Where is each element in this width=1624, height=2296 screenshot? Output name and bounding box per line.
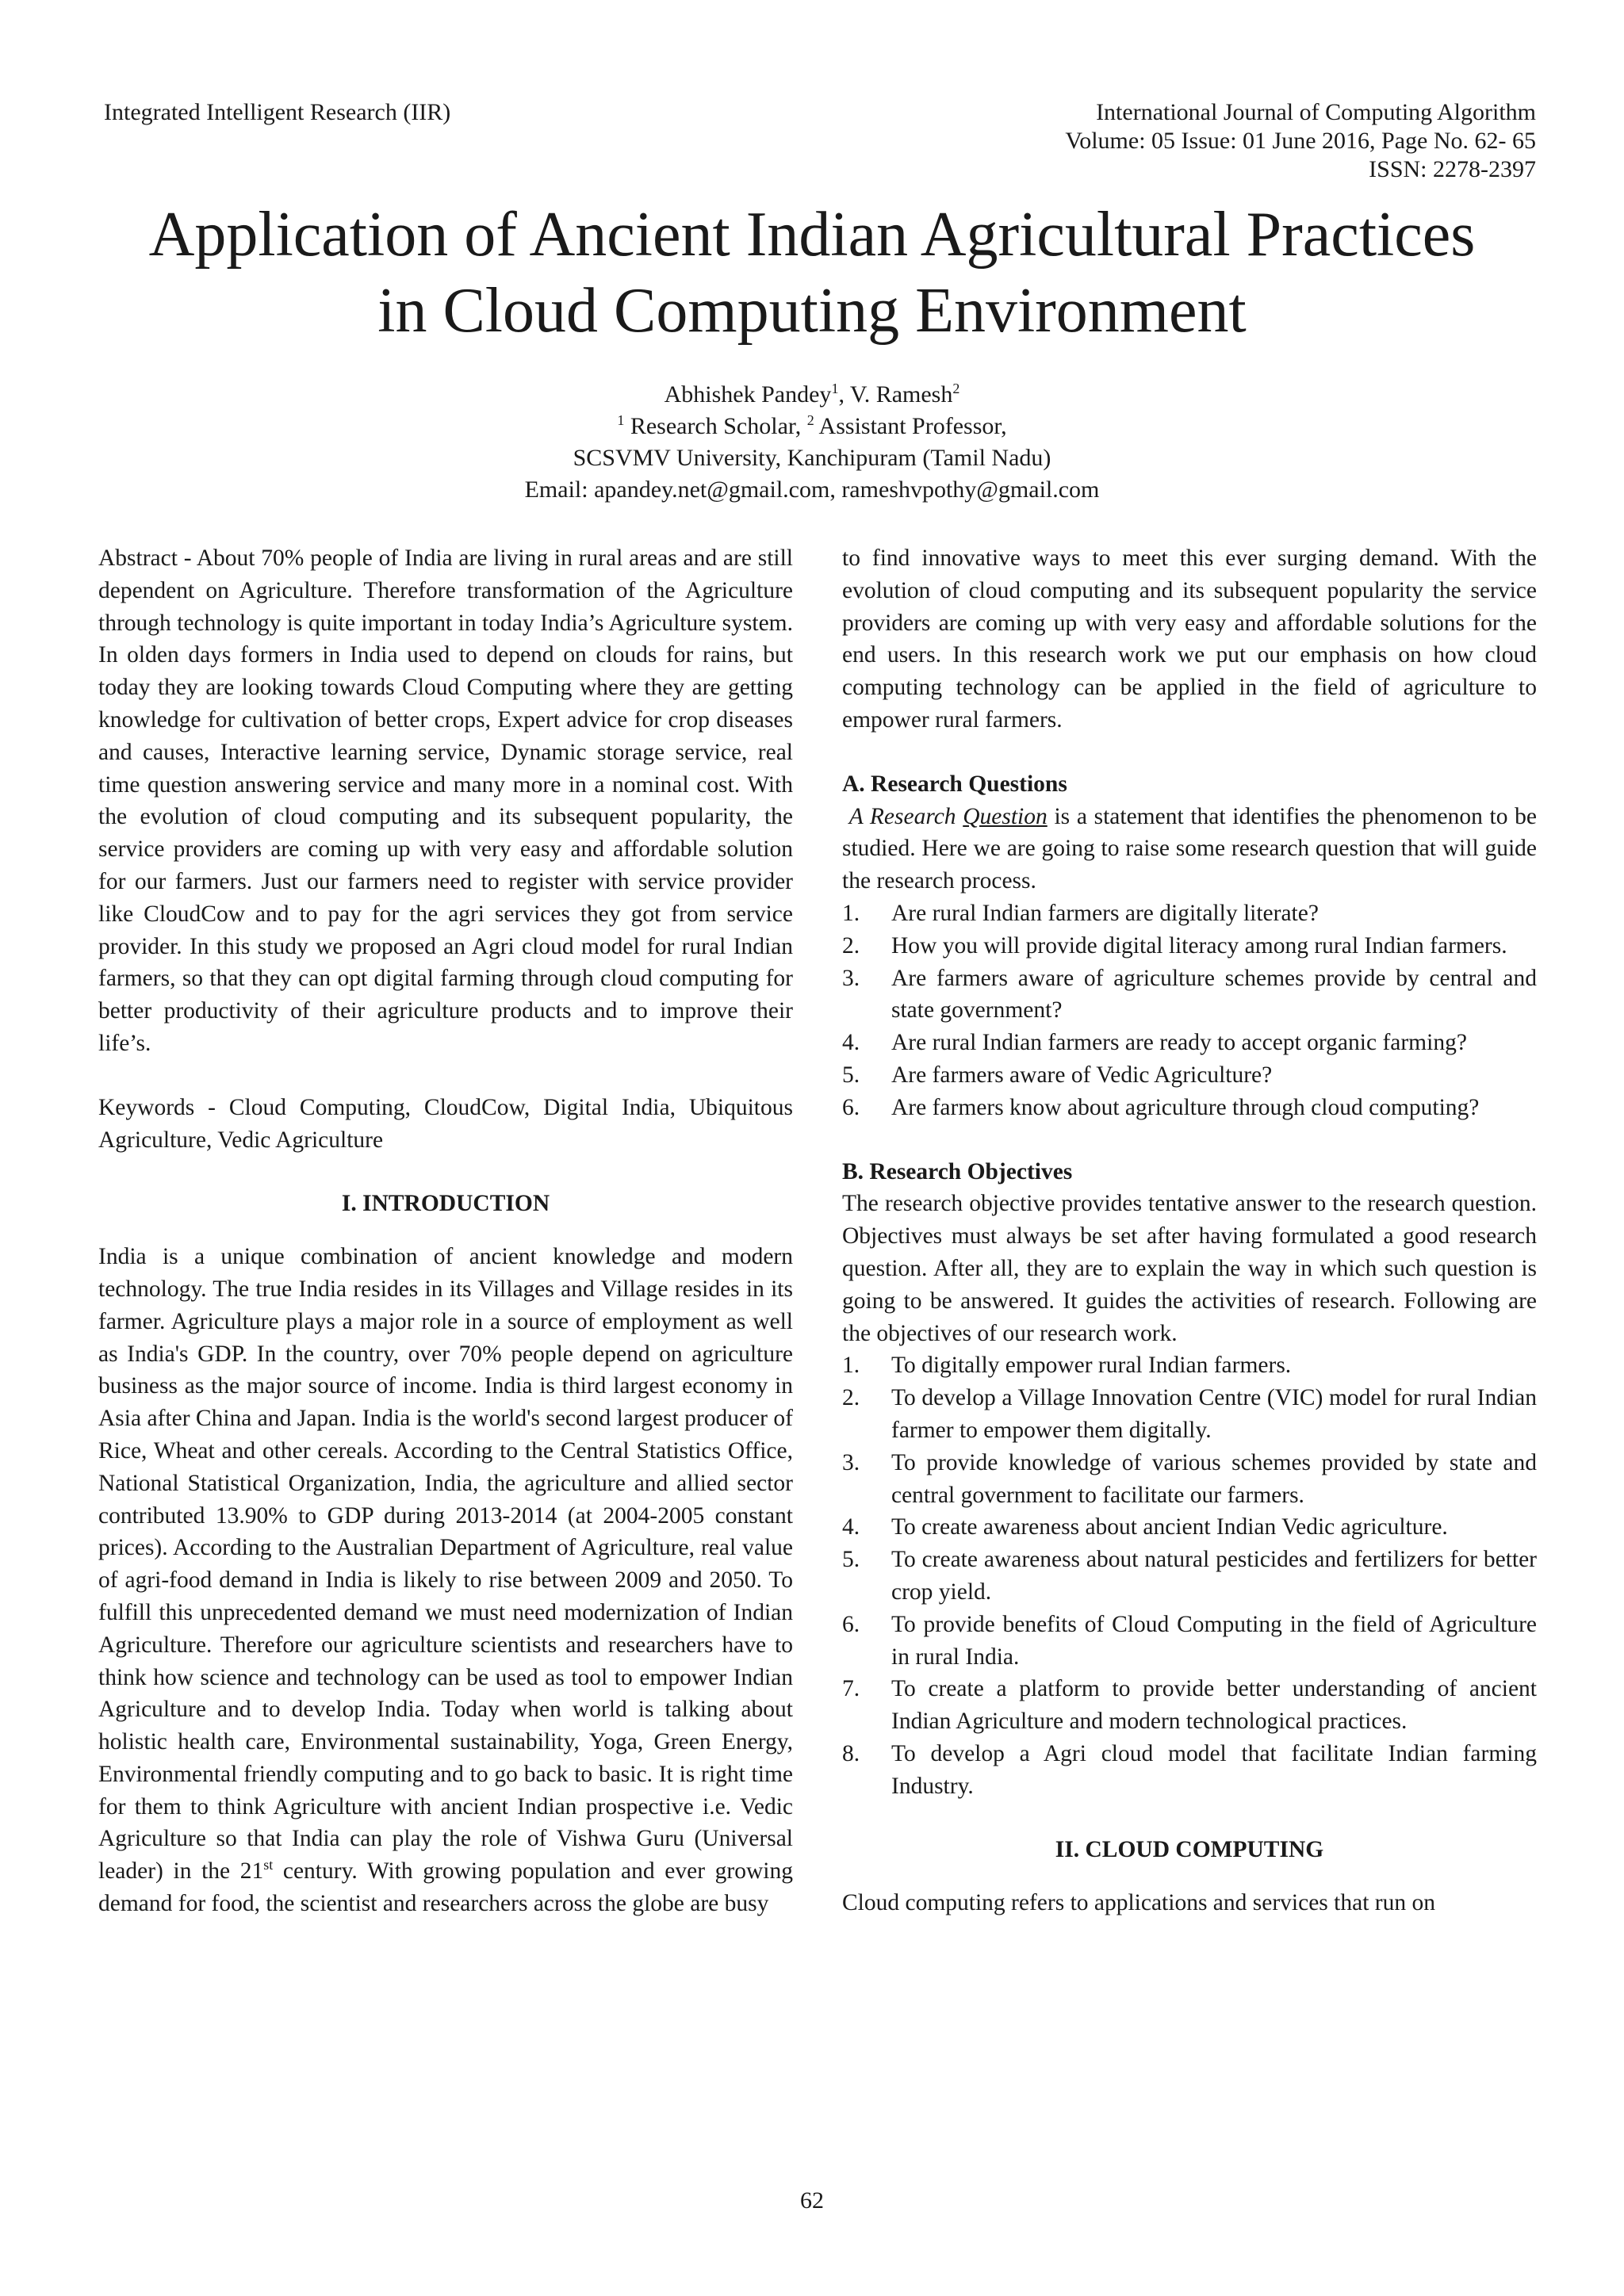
keywords-text: Cloud Computing, CloudCow, Digital India, Ubiquitous Agriculture, Vedic Agriculture — [98, 1094, 793, 1153]
list-item-number: 2. — [842, 1385, 860, 1411]
keywords — [98, 1092, 793, 1157]
paper-title — [79, 197, 1545, 349]
research-questions-list — [842, 897, 1537, 1124]
list-item-number: 5. — [842, 1547, 860, 1573]
list-item-text: To provide knowledge of various schemes provided by state and central government to facilitate our farmers. — [891, 1449, 1537, 1508]
list-item-number: 2. — [842, 932, 860, 959]
list-item — [842, 1673, 1537, 1738]
research-questions-intro — [842, 801, 1537, 897]
list-item-number: 4. — [842, 1514, 860, 1540]
list-item-text: To provide benefits of Cloud Computing in the field of Agriculture in rural India. — [891, 1611, 1537, 1670]
author-2-sup: 2 — [952, 381, 960, 396]
list-item-number: 3. — [842, 965, 860, 991]
list-item-text: To develop a Agri cloud model that facilitate Indian farming Industry. — [891, 1740, 1537, 1799]
rq-intro-rest: is a statement that identifies the phenomenon to be studied. Here we are going to raise some research question that will guide the research process. — [842, 803, 1538, 894]
affiliation-sup-2: 2 — [806, 412, 814, 428]
author-email: Email: apandey.net@gmail.com, rameshvpothy@gmail.com — [524, 476, 1100, 503]
list-item — [842, 1059, 1537, 1092]
list-item — [842, 1382, 1537, 1447]
list-item-text: To create awareness about natural pesticides and fertilizers for better crop yield. — [891, 1547, 1537, 1605]
author-1: Abhishek Pandey — [664, 381, 832, 408]
affiliation-role-1: Research Scholar, — [624, 413, 807, 439]
list-item — [842, 962, 1537, 1027]
list-item-text: Are farmers aware of Vedic Agriculture? — [891, 1062, 1273, 1088]
list-item — [842, 1092, 1537, 1124]
volume-info: Volume: 05 Issue: 01 June 2016, Page No. 62- 65 — [1065, 128, 1536, 154]
list-item-number: 4. — [842, 1030, 860, 1056]
section-heading-cloud-computing: II. CLOUD COMPUTING — [1055, 1837, 1324, 1863]
abstract-text: About 70% people of India are living in rural areas and are still dependent on Agriculture. Therefore transformation of the Agriculture through technology is quite important in today India’s Agriculture system. In olden days formers in India used to depend on clouds for rains, but today they are looking towards Cloud Computing where they are getting knowledge for cultivation of better crops, Expert advice for crop diseases and causes, Interactive learning service, Dynamic storage service, real time question answering service and many more in a nominal cost. With the evolution of cloud computing and its subsequent popularity, the service providers are coming up with very easy and affordable solution for our farmers. Just our farmers need to register with service provider like CloudCow and to pay for the agri services they got from service provider. In this study we proposed an Agri cloud model for rural Indian farmers, so that they can opt digital farming through cloud computing for better productivity of their agriculture products and to improve their life’s. — [98, 545, 793, 1056]
section-heading-introduction: I. INTRODUCTION — [341, 1191, 550, 1217]
list-item-text: To create a platform to provide better understanding of ancient Indian Agriculture and modern technological practices. — [891, 1676, 1537, 1735]
list-item — [842, 1738, 1537, 1803]
subsection-heading-research-objectives: B. Research Objectives — [842, 1158, 1073, 1184]
affiliation-sup-1: 1 — [617, 412, 625, 428]
list-item-number: 3. — [842, 1449, 860, 1475]
author-separator: , — [838, 381, 850, 408]
intro-sup: st — [263, 1857, 274, 1873]
list-item-text: Are rural Indian farmers are ready to accept organic farming? — [891, 1030, 1467, 1056]
intro-paragraph-continued: to find innovative ways to meet this ever surging demand. With the evolution of cloud computing and its subsequent popularity the service providers are coming up with very easy and affordable solutions for the end users. In this research work we put our emphasis on how cloud computing technology can be applied in the field of agriculture to empower rural farmers. — [842, 545, 1537, 733]
list-item — [842, 1544, 1537, 1609]
research-objectives-intro: The research objective provides tentative answer to the research question. Objectives must always be set after having formulated a good research question. After all, they are to explain the way in which such question is going to be answered. It guides the activities of research. Following are the objectives of our research work. — [842, 1191, 1537, 1346]
list-item-text: Are farmers know about agriculture through cloud computing? — [891, 1094, 1480, 1120]
right-column — [842, 542, 1537, 1919]
title-line-1: Application of Ancient Indian Agricultural Practices — [148, 200, 1476, 270]
running-header-right — [822, 98, 1536, 184]
author-names — [238, 379, 1386, 411]
author-1-sup: 1 — [831, 381, 839, 396]
list-item-text: To develop a Village Innovation Centre (VIC) model for rural Indian farmer to empower them digitally. — [891, 1385, 1537, 1443]
page-number: 62 — [800, 2187, 824, 2214]
author-university: SCSVMV University, Kanchipuram (Tamil Nadu) — [573, 445, 1051, 471]
affiliation-role-2: Assistant Professor, — [814, 413, 1007, 439]
intro-paragraph — [98, 1241, 793, 1920]
list-item-text: To digitally empower rural Indian farmers. — [891, 1353, 1292, 1379]
list-item — [842, 897, 1537, 930]
author-block — [238, 379, 1386, 506]
research-objectives-list — [842, 1349, 1537, 1802]
list-item — [842, 1609, 1537, 1674]
list-item-number: 1. — [842, 1353, 860, 1379]
list-item-text: Are rural Indian farmers are digitally literate? — [891, 900, 1319, 926]
list-item-number: 1. — [842, 900, 860, 926]
list-item-number: 6. — [842, 1094, 860, 1120]
list-item-number: 6. — [842, 1611, 860, 1637]
subsection-heading-research-questions: A. Research Questions — [842, 771, 1067, 797]
list-item-text: To create awareness about ancient Indian Vedic agriculture. — [891, 1514, 1448, 1540]
list-item — [842, 930, 1537, 962]
author-2: V. Ramesh — [849, 381, 953, 408]
intro-text-a: India is a unique combination of ancient knowledge and modern technology. The true India resides in its Villages and Village resides in its farmer. Agriculture plays a major role in a source of employment as well as India's GDP. In the country, over 70% people depend on agriculture business as the major source of income. India is third largest economy in Asia after China and Japan. India is the world's second largest producer of Rice, Wheat and other cereals. According to the Central Statistics Office, National Statistical Organization, India, the agriculture and allied sector contributed 13.90% to GDP during 2013-2014 (at 2004-2005 constant prices). According to the Australian Department of Agriculture, real value of agri-food demand in India is likely to rise between 2009 and 2050. To fulfill this unprecedented demand we must need modernization of Indian Agriculture. Therefore our agriculture scientists and researchers have to think how science and technology can be used as tool to empower Indian Agriculture and to develop India. Today when world is talking about holistic health care, Environmental sustainability, Yoga, Green Energy, Environmental friendly computing and to go back to basic. It is right time for them to think Agriculture with ancient Indian prospective i.e. Vedic Agriculture so that India can play the role of Vishwa Guru (Universal leader) in the 21 — [98, 1244, 793, 1885]
abstract — [98, 542, 793, 1060]
issn: ISSN: 2278-2397 — [1369, 156, 1536, 182]
list-item-number: 5. — [842, 1062, 860, 1088]
intro-text-b: century. With growing population and ever growing demand for food, the scientist and researchers across the globe are busy — [98, 1858, 793, 1917]
list-item — [842, 1447, 1537, 1512]
list-item — [842, 1511, 1537, 1544]
abstract-label: Abstract - — [98, 545, 197, 571]
rq-intro-italic-a: A Research — [848, 803, 963, 829]
title-line-2: in Cloud Computing Environment — [377, 276, 1247, 346]
journal-name: International Journal of Computing Algorithm — [1096, 99, 1536, 125]
keywords-label: Keywords - — [98, 1094, 229, 1120]
cloud-computing-paragraph: Cloud computing refers to applications and services that run on — [842, 1890, 1435, 1916]
list-item — [842, 1349, 1537, 1382]
left-column — [98, 542, 793, 1920]
author-roles — [238, 411, 1386, 442]
running-header-left: Integrated Intelligent Research (IIR) — [104, 99, 451, 125]
list-item-text: Are farmers aware of agriculture schemes provide by central and state government? — [891, 965, 1537, 1024]
list-item-number: 8. — [842, 1740, 860, 1766]
rq-intro-italic-b: Question — [963, 803, 1048, 829]
list-item-number: 7. — [842, 1676, 860, 1702]
list-item-text: How you will provide digital literacy among rural Indian farmers. — [891, 932, 1507, 959]
list-item — [842, 1027, 1537, 1059]
